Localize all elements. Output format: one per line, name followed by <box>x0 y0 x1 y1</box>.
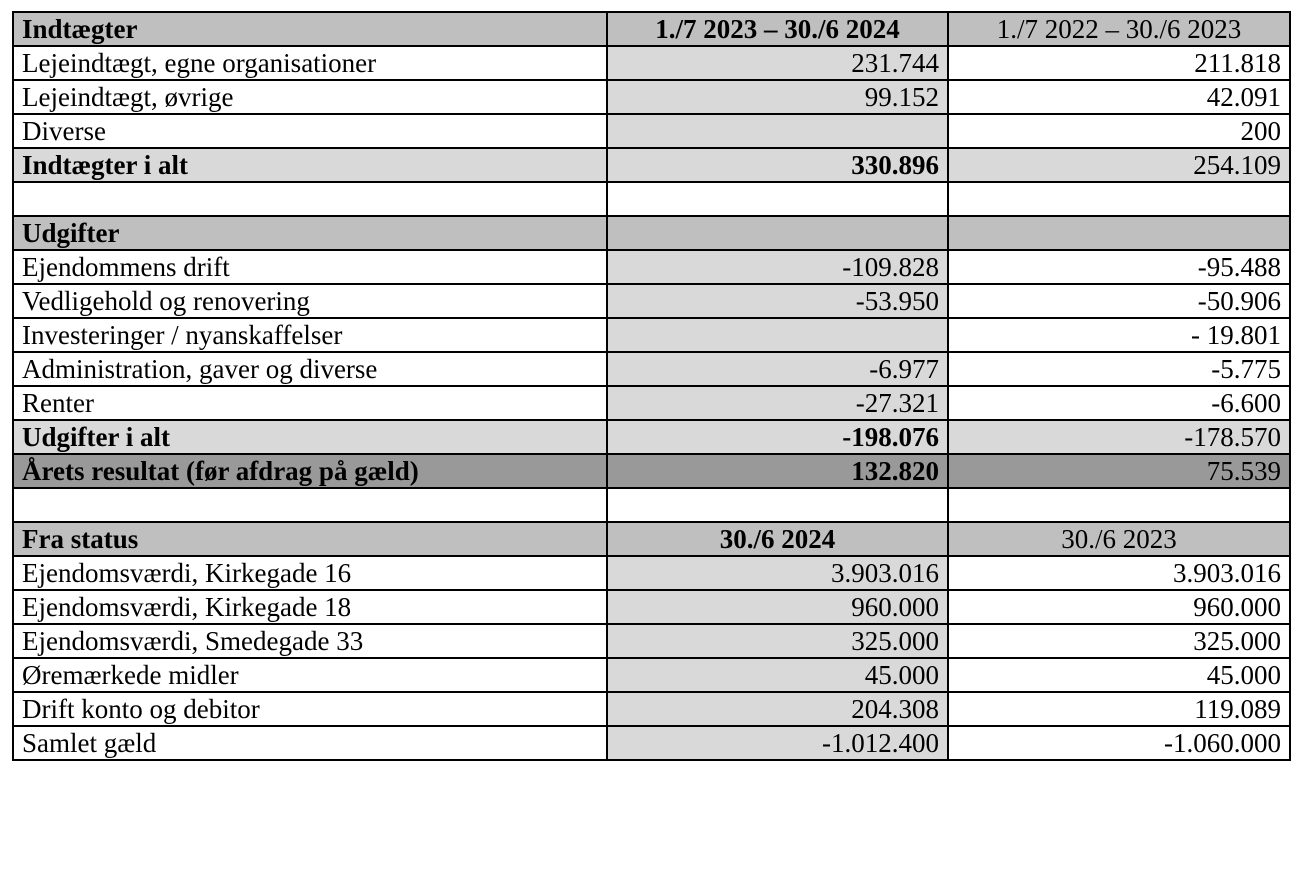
income-header-row <box>13 12 1290 46</box>
table-row <box>13 250 1290 284</box>
previous-value: 75.539 <box>948 454 1290 488</box>
row-label: Indtægter i alt <box>13 148 607 182</box>
column-header-previous-date: 30./6 2023 <box>948 522 1290 556</box>
previous-value: -6.600 <box>948 386 1290 420</box>
status-section-title: Fra status <box>13 522 607 556</box>
column-header-current-date: 30./6 2024 <box>607 522 948 556</box>
previous-value: -1.060.000 <box>948 726 1290 760</box>
previous-value: 42.091 <box>948 80 1290 114</box>
current-value: 204.308 <box>607 692 948 726</box>
income-total-row <box>13 148 1290 182</box>
previous-value: 200 <box>948 114 1290 148</box>
spacer-row <box>13 488 1290 522</box>
financial-statement-table <box>12 11 1291 761</box>
table-row <box>13 284 1290 318</box>
current-value: 330.896 <box>607 148 948 182</box>
row-label: Investeringer / nyanskaffelser <box>13 318 607 352</box>
previous-value: 960.000 <box>948 590 1290 624</box>
previous-value: -95.488 <box>948 250 1290 284</box>
row-label: Administration, gaver og diverse <box>13 352 607 386</box>
previous-value: - 19.801 <box>948 318 1290 352</box>
current-value: -198.076 <box>607 420 948 454</box>
row-label: Årets resultat (før afdrag på gæld) <box>13 454 607 488</box>
current-value: -27.321 <box>607 386 948 420</box>
row-label: Ejendomsværdi, Kirkegade 18 <box>13 590 607 624</box>
current-value: 960.000 <box>607 590 948 624</box>
table-row <box>13 624 1290 658</box>
current-value: 45.000 <box>607 658 948 692</box>
current-value: 132.820 <box>607 454 948 488</box>
previous-value: -178.570 <box>948 420 1290 454</box>
expenses-section-title: Udgifter <box>13 216 607 250</box>
table-row <box>13 114 1290 148</box>
current-value: -1.012.400 <box>607 726 948 760</box>
row-label: Drift konto og debitor <box>13 692 607 726</box>
column-header-previous-period: 1./7 2022 – 30./6 2023 <box>948 12 1290 46</box>
current-value: -109.828 <box>607 250 948 284</box>
column-header-current-period: 1./7 2023 – 30./6 2024 <box>607 12 948 46</box>
previous-value: -5.775 <box>948 352 1290 386</box>
spacer-row <box>13 182 1290 216</box>
status-header-row <box>13 522 1290 556</box>
previous-value: 119.089 <box>948 692 1290 726</box>
previous-value: -50.906 <box>948 284 1290 318</box>
table-row <box>13 692 1290 726</box>
row-label: Samlet gæld <box>13 726 607 760</box>
previous-value: 45.000 <box>948 658 1290 692</box>
row-label: Øremærkede midler <box>13 658 607 692</box>
current-value: 231.744 <box>607 46 948 80</box>
row-label: Ejendomsværdi, Smedegade 33 <box>13 624 607 658</box>
table-row <box>13 726 1290 760</box>
table-row <box>13 658 1290 692</box>
table-row <box>13 556 1290 590</box>
current-value: 3.903.016 <box>607 556 948 590</box>
income-section-title: Indtægter <box>13 12 607 46</box>
table-row <box>13 352 1290 386</box>
row-label: Udgifter i alt <box>13 420 607 454</box>
current-value: 99.152 <box>607 80 948 114</box>
table-row <box>13 46 1290 80</box>
previous-value: 3.903.016 <box>948 556 1290 590</box>
current-value: -53.950 <box>607 284 948 318</box>
table-row <box>13 80 1290 114</box>
row-label: Ejendomsværdi, Kirkegade 16 <box>13 556 607 590</box>
row-label: Lejeindtægt, egne organisationer <box>13 46 607 80</box>
current-value: -6.977 <box>607 352 948 386</box>
result-row <box>13 454 1290 488</box>
row-label: Ejendommens drift <box>13 250 607 284</box>
row-label: Diverse <box>13 114 607 148</box>
previous-value: 211.818 <box>948 46 1290 80</box>
table-row <box>13 590 1290 624</box>
row-label: Renter <box>13 386 607 420</box>
previous-value: 325.000 <box>948 624 1290 658</box>
table-row <box>13 318 1290 352</box>
table-row <box>13 386 1290 420</box>
expenses-total-row <box>13 420 1290 454</box>
previous-value: 254.109 <box>948 148 1290 182</box>
row-label: Lejeindtægt, øvrige <box>13 80 607 114</box>
row-label: Vedligehold og renovering <box>13 284 607 318</box>
current-value <box>607 114 948 148</box>
current-value: 325.000 <box>607 624 948 658</box>
expenses-header-row <box>13 216 1290 250</box>
current-value <box>607 318 948 352</box>
